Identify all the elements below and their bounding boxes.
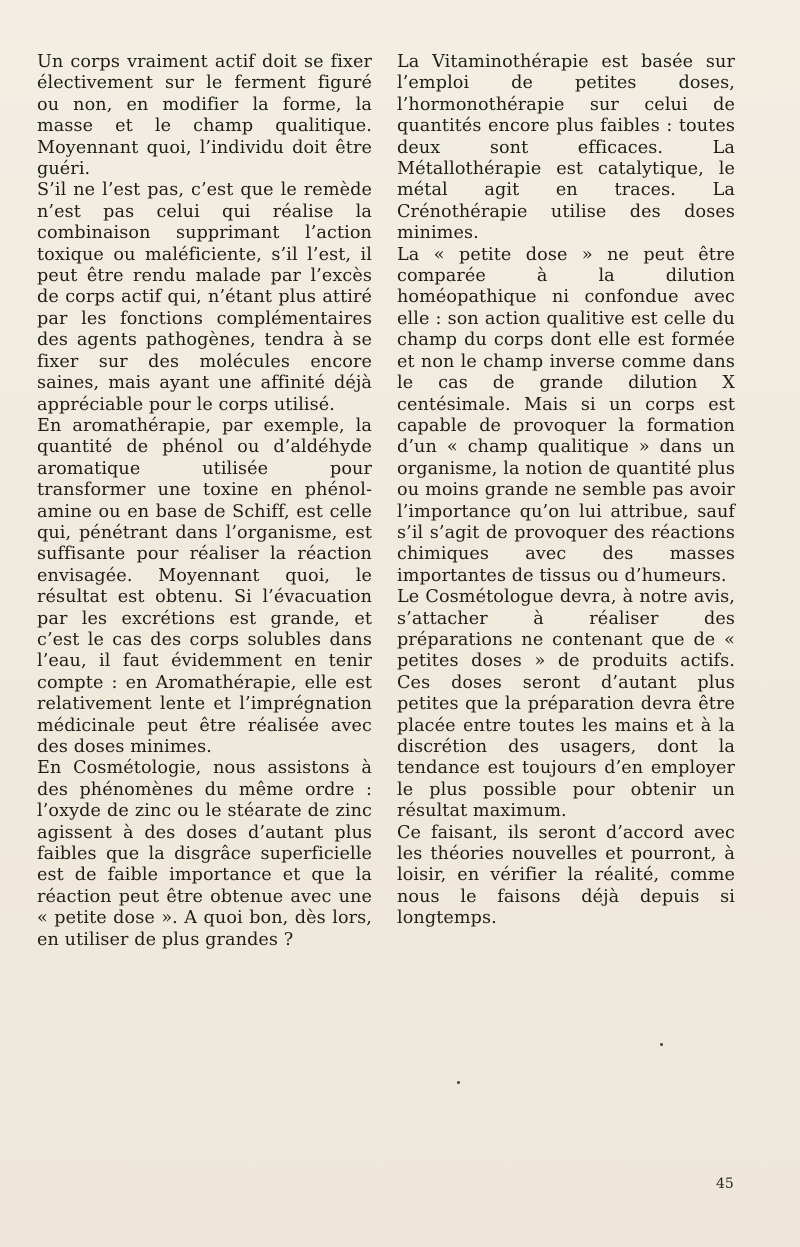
paragraph: En aromathérapie, par exemple, la quantité de phénol ou d’aldéhyde aromatique utilisée pour transformer une toxine en phénol-amine ou en base de Schiff, est celle qui, pénétrant dans l’organisme, est suffisante pour réaliser la réaction envisagée. Moyennant quoi, le résultat est obtenu. Si l’évacuation par les excrétions est grande, et c’est le cas des corps solubles dans l’eau, il faut évidemment en tenir compte : en Aromathérapie, elle est relativement lente et l’imprégnation médicinale peut être réalisée avec des doses minimes. xyxy=(37,415,372,757)
paper-speck xyxy=(660,1043,663,1046)
paragraph: Ce faisant, ils seront d’accord avec les théories nouvelles et pourront, à loisir, en vérifier la réalité, comme nous le faisons déjà depuis si longtemps. xyxy=(397,822,735,929)
paragraph: Le Cosmétologue devra, à notre avis, s’attacher à réaliser des préparations ne contenant que de « petites doses » de produits actifs. Ces doses seront d’autant plus petites que la préparation devra être placée entre toutes les mains et à la discrétion des usagers, dont la tendance est toujours d’en employer le plus possible pour obtenir un résultat maximum. xyxy=(397,587,735,822)
right-text-column xyxy=(397,52,735,930)
page-number: 45 xyxy=(716,1176,734,1192)
paragraph: S’il ne l’est pas, c’est que le remède n’est pas celui qui réalise la combinaison supprimant l’action toxique ou maléficiente, s’il l’est, il peut être rendu malade par l’excès de corps actif qui, n’étant plus attiré par les fonctions complémentaires des agents pathogènes, tendra à se fixer sur des molécules encore saines, mais ayant une affinité déjà appréciable pour le corps utilisé. xyxy=(37,180,372,415)
paragraph: Un corps vraiment actif doit se fixer électivement sur le ferment figuré ou non, en modifier la forme, la masse et le champ qualitique. Moyennant quoi, l’individu doit être guéri. xyxy=(37,52,372,180)
paragraph: La Vitaminothérapie est basée sur l’emploi de petites doses, l’hormonothérapie sur celui de quantités encore plus faibles : toutes deux sont efficaces. La Métallothérapie est catalytique, le métal agit en traces. La Crénothérapie utilise des doses minimes. xyxy=(397,52,735,244)
left-text-column xyxy=(37,52,372,951)
paragraph: La « petite dose » ne peut être comparée à la dilution homéopathique ni confondue avec elle : son action qualitive est celle du champ du corps dont elle est formée et non le champ inverse comme dans le cas de grande dilution X centésimale. Mais si un corps est capable de provoquer la formation d’un « champ qualitique » dans un organisme, la notion de quantité plus ou moins grande ne semble pas avoir l’importance qu’on lui attribue, sauf s’il s’agit de provoquer des réactions chimiques avec des masses importantes de tissus ou d’humeurs. xyxy=(397,244,735,586)
paragraph: En Cosmétologie, nous assistons à des phénomènes du même ordre : l’oxyde de zinc ou le stéarate de zinc agissent à des doses d’autant plus faibles que la disgrâce superficielle est de faible importance et que la réaction peut être obtenue avec une « petite dose ». A quoi bon, dès lors, en utiliser de plus grandes ? xyxy=(37,758,372,950)
paper-speck xyxy=(457,1081,460,1084)
